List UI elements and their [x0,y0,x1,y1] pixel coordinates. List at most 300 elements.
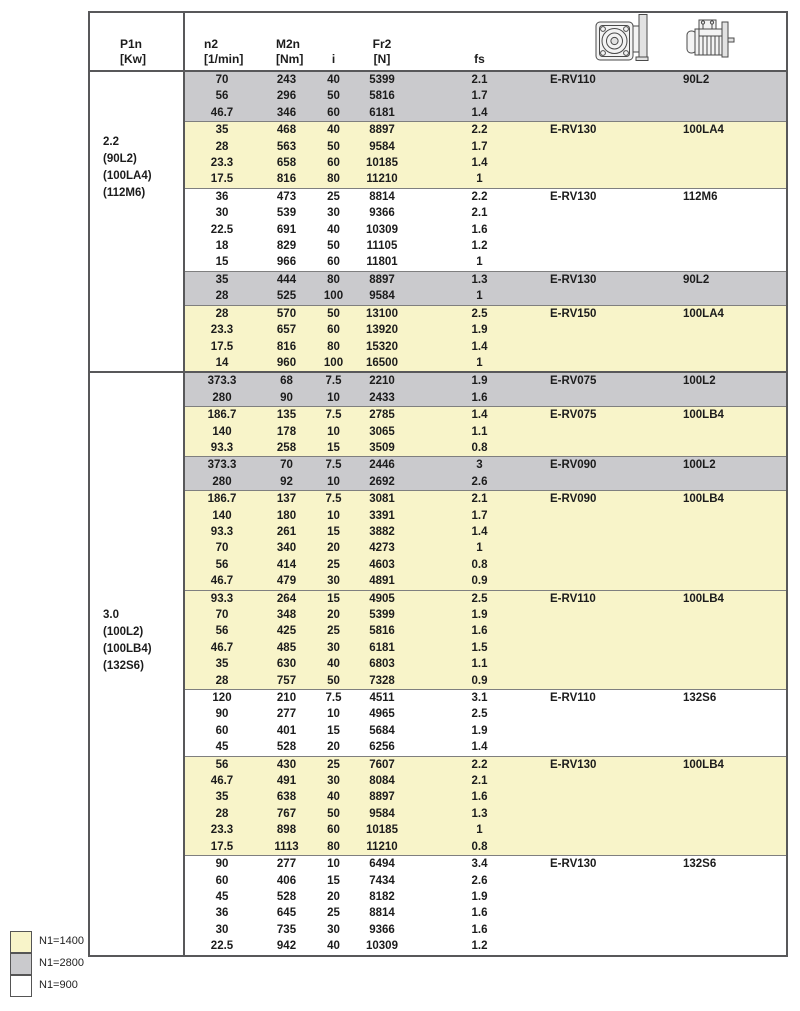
p1n-motor-note: (100LA4) [103,170,152,182]
cell-fr2: 13100 [353,305,411,322]
table-row [89,491,787,508]
table-header [89,12,787,71]
col-unit-p1n: [Kw] [120,51,146,66]
gearbox-model-cell: E-RV090 [548,457,681,491]
cell-fs: 2.5 [411,590,548,607]
cell-fs: 1.6 [411,390,548,407]
cell-n2: 46.7 [184,105,259,122]
cell-n2: 186.7 [184,407,259,424]
table-row [89,590,787,607]
cell-i: 50 [314,238,353,254]
p1n-motor-note: (100LB4) [103,643,152,656]
cell-fs: 1.7 [411,88,548,104]
cell-i: 25 [314,905,353,921]
cell-fr2: 11210 [353,839,411,856]
motor-size-cell: 100LB4 [681,590,787,689]
cell-n2: 186.7 [184,491,259,508]
cell-i: 50 [314,305,353,322]
cell-i: 10 [314,508,353,524]
cell-fs: 1.6 [411,789,548,805]
gearbox-model-cell: E-RV075 [548,372,681,406]
cell-fs: 1.6 [411,905,548,921]
cell-fs: 2.6 [411,474,548,491]
cell-fr2: 7434 [353,873,411,889]
cell-m2n: 816 [259,339,314,355]
p1n-motor-note: (100L2) [103,626,144,639]
cell-fs: 1 [411,254,548,271]
cell-n2: 17.5 [184,339,259,355]
cell-m2n: 296 [259,88,314,104]
cell-i: 60 [314,155,353,171]
motor-size-cell: 90L2 [681,271,787,305]
cell-n2: 56 [184,557,259,573]
cell-n2: 140 [184,424,259,440]
table-row [89,71,787,88]
cell-m2n: 92 [259,474,314,491]
cell-fr2: 2210 [353,372,411,389]
table-row [89,305,787,322]
col-title-i: i [331,51,336,66]
col-unit-fr2: [N] [373,51,391,66]
cell-m2n: 261 [259,524,314,540]
cell-i: 25 [314,623,353,639]
col-header-p1n [89,12,184,71]
cell-n2: 45 [184,739,259,756]
cell-n2: 70 [184,540,259,556]
table-row [89,188,787,205]
cell-fr2: 11801 [353,254,411,271]
cell-n2: 35 [184,271,259,288]
cell-i: 60 [314,105,353,122]
cell-fs: 1 [411,288,548,305]
cell-m2n: 406 [259,873,314,889]
cell-n2: 23.3 [184,322,259,338]
cell-n2: 93.3 [184,590,259,607]
cell-fr2: 8084 [353,773,411,789]
cell-m2n: 898 [259,822,314,838]
cell-fs: 1.7 [411,139,548,155]
cell-i: 10 [314,424,353,440]
cell-fs: 1.7 [411,508,548,524]
cell-fr2: 2433 [353,390,411,407]
cell-m2n: 68 [259,372,314,389]
cell-m2n: 829 [259,238,314,254]
cell-n2: 373.3 [184,457,259,474]
cell-fr2: 5399 [353,71,411,88]
cell-n2: 280 [184,390,259,407]
cell-n2: 46.7 [184,640,259,656]
cell-n2: 15 [184,254,259,271]
cell-fs: 0.8 [411,839,548,856]
cell-fs: 2.2 [411,756,548,773]
cell-fs: 1.2 [411,238,548,254]
cell-i: 30 [314,573,353,590]
cell-fs: 1.4 [411,407,548,424]
cell-fs: 1 [411,540,548,556]
cell-m2n: 528 [259,739,314,756]
cell-m2n: 468 [259,122,314,139]
cell-fr2: 4891 [353,573,411,590]
cell-m2n: 630 [259,656,314,672]
col-header-m2n [259,12,314,71]
cell-fr2: 6256 [353,739,411,756]
cell-fs: 1.5 [411,640,548,656]
cell-m2n: 210 [259,690,314,707]
cell-n2: 35 [184,656,259,672]
cell-m2n: 414 [259,557,314,573]
cell-m2n: 528 [259,889,314,905]
cell-fs: 1.9 [411,889,548,905]
cell-i: 25 [314,756,353,773]
cell-fr2: 15320 [353,339,411,355]
gearbox-model-cell: E-RV110 [548,590,681,689]
cell-fr2: 13920 [353,322,411,338]
legend-label: N1=1400 [39,935,84,947]
cell-n2: 35 [184,122,259,139]
cell-i: 10 [314,706,353,722]
cell-m2n: 473 [259,188,314,205]
cell-i: 40 [314,656,353,672]
table-row [89,457,787,474]
cell-m2n: 348 [259,607,314,623]
cell-i: 7.5 [314,457,353,474]
col-title-fs: fs [474,51,485,66]
cell-n2: 14 [184,355,259,372]
cell-fs: 1.4 [411,155,548,171]
cell-i: 50 [314,806,353,822]
gearbox-model-cell: E-RV090 [548,491,681,590]
cell-n2: 35 [184,789,259,805]
cell-fr2: 5399 [353,607,411,623]
cell-fr2: 11105 [353,238,411,254]
cell-n2: 17.5 [184,839,259,856]
cell-i: 20 [314,739,353,756]
cell-m2n: 485 [259,640,314,656]
p1n-group-cell [89,372,184,955]
cell-fs: 2.6 [411,873,548,889]
cell-fs: 2.1 [411,205,548,221]
motor-size-cell: 132S6 [681,856,787,956]
cell-n2: 373.3 [184,372,259,389]
p1n-label-block [90,373,183,675]
table-row [89,856,787,873]
cell-m2n: 425 [259,623,314,639]
cell-fr2: 2785 [353,407,411,424]
cell-n2: 28 [184,288,259,305]
cell-fr2: 3065 [353,424,411,440]
cell-m2n: 264 [259,590,314,607]
gearbox-model-cell: E-RV110 [548,690,681,757]
cell-fr2: 16500 [353,355,411,372]
cell-fs: 0.8 [411,440,548,457]
cell-n2: 30 [184,205,259,221]
legend-swatch [10,975,32,997]
cell-fs: 1.4 [411,524,548,540]
cell-m2n: 966 [259,254,314,271]
table-row [89,372,787,389]
col-header-motor-type [681,12,787,71]
cell-i: 100 [314,288,353,305]
motor-size-cell: 100L2 [681,457,787,491]
cell-n2: 36 [184,905,259,921]
cell-n2: 90 [184,706,259,722]
cell-i: 15 [314,440,353,457]
cell-fs: 1.2 [411,938,548,955]
cell-i: 40 [314,938,353,955]
cell-i: 60 [314,822,353,838]
cell-n2: 93.3 [184,524,259,540]
p1n-label-block [90,72,183,202]
cell-fr2: 3882 [353,524,411,540]
cell-fs: 1.1 [411,656,548,672]
cell-fr2: 5816 [353,88,411,104]
cell-m2n: 135 [259,407,314,424]
legend-item [10,974,84,996]
cell-i: 100 [314,355,353,372]
cell-m2n: 90 [259,390,314,407]
cell-fs: 1.9 [411,723,548,739]
cell-fs: 0.9 [411,673,548,690]
cell-i: 80 [314,339,353,355]
cell-n2: 60 [184,723,259,739]
cell-fr2: 10185 [353,822,411,838]
cell-fs: 1.4 [411,739,548,756]
cell-fs: 2.5 [411,706,548,722]
ratings-table [88,11,788,957]
col-header-gearbox-type [548,12,681,71]
cell-n2: 22.5 [184,222,259,238]
cell-fs: 3 [411,457,548,474]
cell-fs: 2.2 [411,188,548,205]
cell-i: 25 [314,188,353,205]
gearbox-model-cell: E-RV150 [548,305,681,372]
cell-n2: 18 [184,238,259,254]
table-row [89,756,787,773]
cell-m2n: 277 [259,856,314,873]
cell-n2: 46.7 [184,773,259,789]
cell-m2n: 691 [259,222,314,238]
cell-i: 50 [314,139,353,155]
cell-fs: 1.6 [411,222,548,238]
cell-m2n: 638 [259,789,314,805]
cell-fr2: 11210 [353,171,411,188]
cell-i: 50 [314,88,353,104]
cell-m2n: 767 [259,806,314,822]
cell-n2: 17.5 [184,171,259,188]
cell-fr2: 6803 [353,656,411,672]
legend [10,930,84,996]
cell-i: 50 [314,673,353,690]
cell-fr2: 4905 [353,590,411,607]
cell-fr2: 3509 [353,440,411,457]
cell-m2n: 178 [259,424,314,440]
cell-fr2: 3391 [353,508,411,524]
cell-n2: 46.7 [184,573,259,590]
cell-i: 30 [314,205,353,221]
gearbox-model-cell: E-RV075 [548,407,681,457]
gearbox-model-cell: E-RV130 [548,122,681,189]
cell-n2: 56 [184,623,259,639]
ratings-table-body [89,71,787,956]
cell-i: 40 [314,789,353,805]
motor-size-cell: 132S6 [681,690,787,757]
cell-i: 20 [314,540,353,556]
cell-fs: 1.6 [411,623,548,639]
cell-m2n: 525 [259,288,314,305]
cell-i: 60 [314,254,353,271]
legend-item [10,930,84,952]
table-row [89,690,787,707]
cell-fr2: 4965 [353,706,411,722]
cell-fr2: 4273 [353,540,411,556]
cell-m2n: 1113 [259,839,314,856]
cell-fs: 2.2 [411,122,548,139]
cell-fr2: 9366 [353,922,411,938]
cell-fr2: 9584 [353,139,411,155]
cell-i: 40 [314,222,353,238]
cell-fr2: 5684 [353,723,411,739]
col-title-fr2: Fr2 [372,37,392,51]
worm-gearbox-icon [594,13,650,68]
cell-n2: 45 [184,889,259,905]
cell-fr2: 7607 [353,756,411,773]
cell-n2: 22.5 [184,938,259,955]
cell-n2: 56 [184,88,259,104]
cell-fs: 1.9 [411,372,548,389]
cell-fs: 2.1 [411,71,548,88]
cell-m2n: 346 [259,105,314,122]
cell-i: 15 [314,524,353,540]
cell-i: 15 [314,590,353,607]
cell-fr2: 8897 [353,789,411,805]
col-header-fs [411,12,548,71]
cell-n2: 30 [184,922,259,938]
cell-fs: 1.9 [411,322,548,338]
cell-n2: 36 [184,188,259,205]
cell-fr2: 4603 [353,557,411,573]
cell-i: 7.5 [314,407,353,424]
cell-i: 80 [314,839,353,856]
cell-i: 15 [314,873,353,889]
col-title-p1n: P1n [120,37,143,51]
cell-fr2: 6494 [353,856,411,873]
cell-m2n: 258 [259,440,314,457]
p1n-value: 2.2 [103,136,119,148]
cell-m2n: 401 [259,723,314,739]
cell-i: 7.5 [314,491,353,508]
motor-size-cell: 100LB4 [681,756,787,855]
cell-m2n: 430 [259,756,314,773]
cell-i: 40 [314,71,353,88]
cell-n2: 280 [184,474,259,491]
cell-n2: 70 [184,607,259,623]
col-header-n2 [184,12,259,71]
cell-fs: 1 [411,822,548,838]
cell-m2n: 816 [259,171,314,188]
cell-fr2: 8897 [353,122,411,139]
p1n-value: 3.0 [103,609,119,622]
cell-n2: 90 [184,856,259,873]
table-row [89,122,787,139]
cell-m2n: 657 [259,322,314,338]
cell-m2n: 658 [259,155,314,171]
cell-fr2: 10309 [353,938,411,955]
cell-fs: 1.4 [411,339,548,355]
cell-fs: 1 [411,171,548,188]
cell-n2: 23.3 [184,822,259,838]
cell-fr2: 10185 [353,155,411,171]
motor-size-cell: 100LA4 [681,122,787,189]
col-header-fr2 [353,12,411,71]
p1n-motor-note: (90L2) [103,153,137,165]
cell-n2: 70 [184,71,259,88]
col-unit-n2: [1/min] [204,51,244,66]
cell-m2n: 277 [259,706,314,722]
motor-size-cell: 112M6 [681,188,787,271]
cell-fr2: 9366 [353,205,411,221]
legend-label: N1=2800 [39,957,84,969]
cell-fr2: 6181 [353,640,411,656]
legend-swatch [10,953,32,975]
cell-i: 30 [314,773,353,789]
p1n-group-cell [89,71,184,372]
cell-fr2: 9584 [353,288,411,305]
cell-fs: 1.1 [411,424,548,440]
cell-n2: 56 [184,756,259,773]
cell-m2n: 757 [259,673,314,690]
cell-m2n: 645 [259,905,314,921]
cell-i: 10 [314,856,353,873]
cell-fs: 2.1 [411,491,548,508]
cell-m2n: 539 [259,205,314,221]
cell-i: 80 [314,171,353,188]
cell-fr2: 2446 [353,457,411,474]
col-title-m2n: M2n [276,37,300,51]
gearbox-model-cell: E-RV130 [548,856,681,956]
cell-fr2: 6181 [353,105,411,122]
gearbox-model-cell: E-RV110 [548,71,681,122]
gearbox-model-cell: E-RV130 [548,271,681,305]
legend-item [10,952,84,974]
cell-fs: 1.6 [411,922,548,938]
gearbox-model-cell: E-RV130 [548,756,681,855]
cell-fr2: 10309 [353,222,411,238]
cell-i: 25 [314,557,353,573]
cell-m2n: 942 [259,938,314,955]
cell-n2: 28 [184,806,259,822]
cell-m2n: 243 [259,71,314,88]
cell-n2: 28 [184,305,259,322]
cell-i: 20 [314,607,353,623]
table-row [89,407,787,424]
cell-fr2: 8897 [353,271,411,288]
cell-i: 15 [314,723,353,739]
cell-fr2: 9584 [353,806,411,822]
cell-i: 10 [314,474,353,491]
cell-fs: 0.9 [411,573,548,590]
motor-size-cell: 100LA4 [681,305,787,372]
cell-fr2: 8814 [353,905,411,921]
cell-fs: 2.5 [411,305,548,322]
cell-fs: 1.9 [411,607,548,623]
col-title-n2: n2 [204,37,219,51]
cell-m2n: 180 [259,508,314,524]
cell-i: 40 [314,122,353,139]
p1n-motor-note: (132S6) [103,660,144,673]
cell-fs: 0.8 [411,557,548,573]
cell-fs: 3.4 [411,856,548,873]
cell-fs: 3.1 [411,690,548,707]
